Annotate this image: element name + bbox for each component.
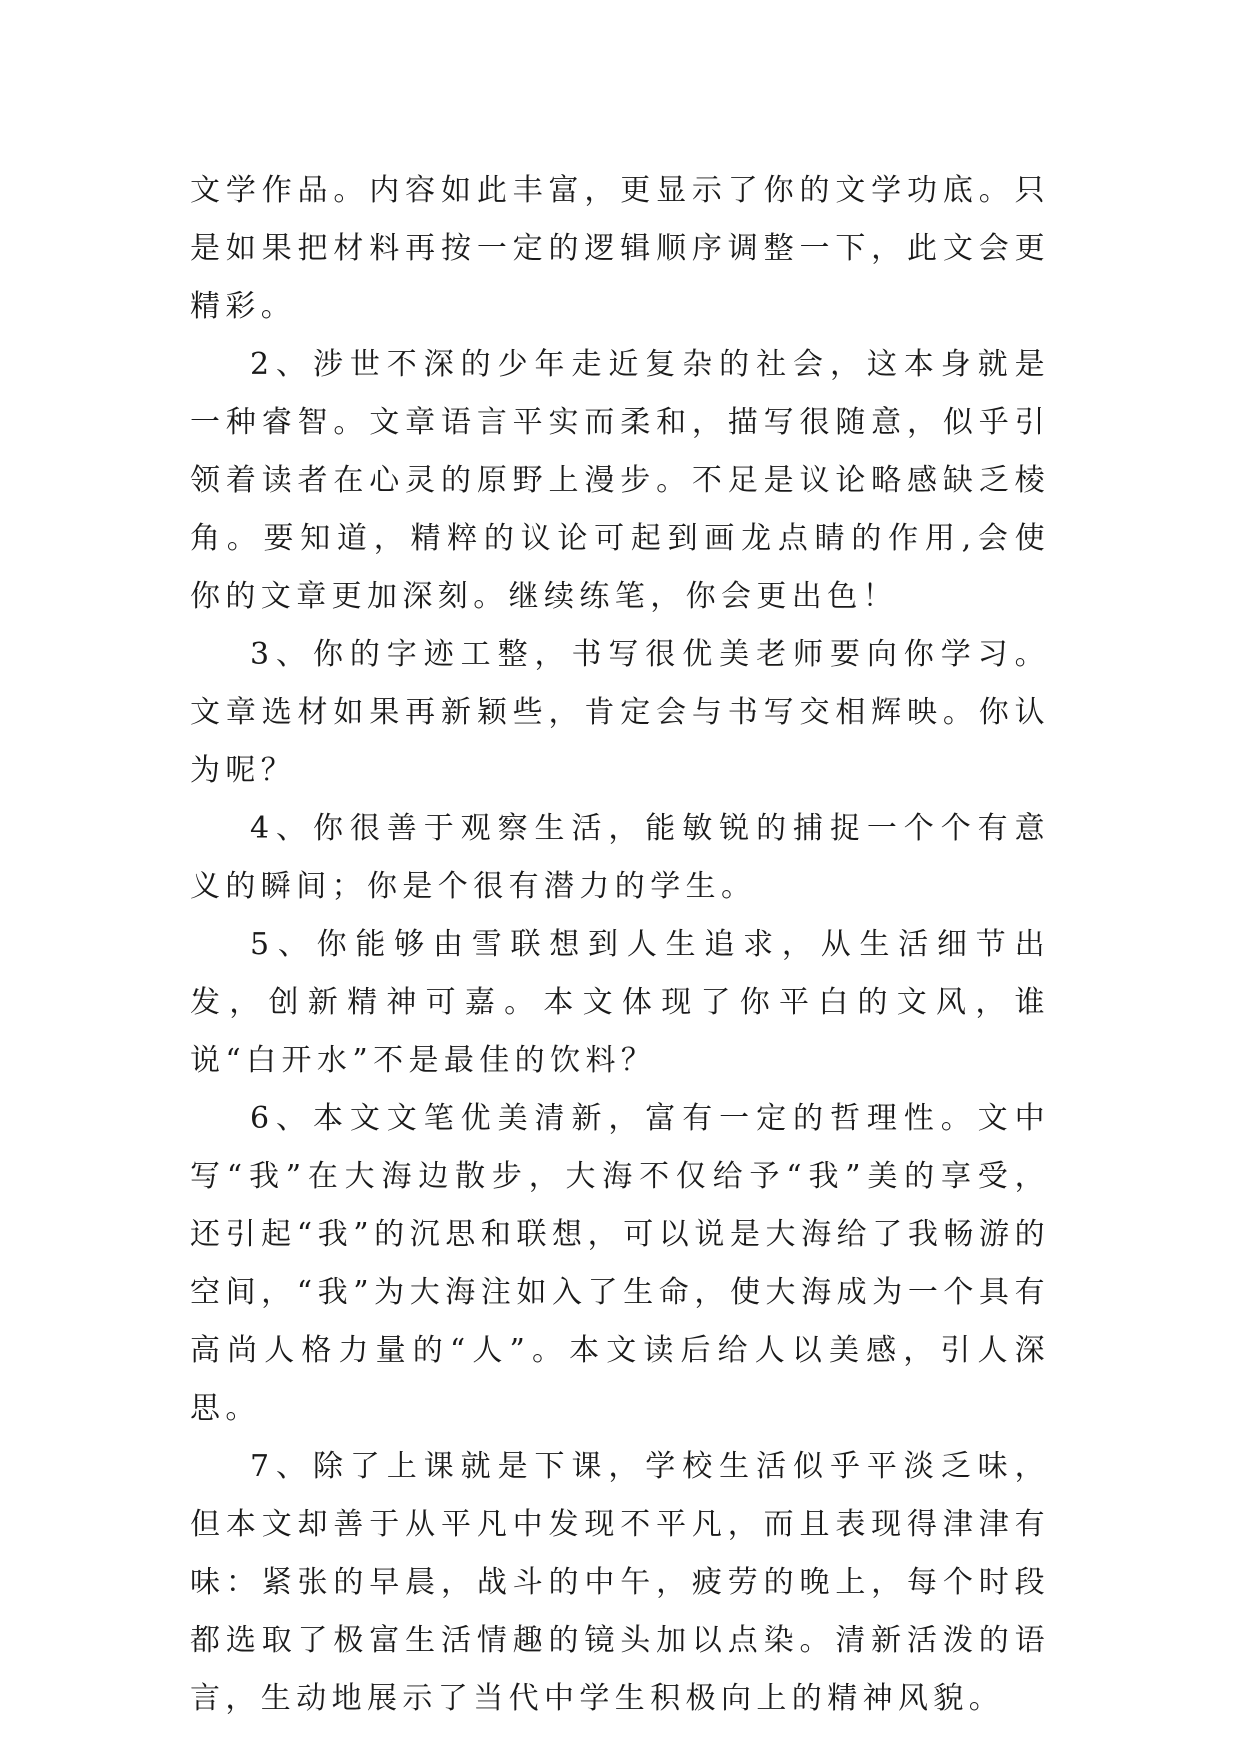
comment-paragraph-4: 4、你很善于观察生活，能敏锐的捕捉一个个有意义的瞬间；你是个很有潜力的学生。 <box>190 811 1050 904</box>
comment-paragraph-3: 3、你的字迹工整，书写很优美老师要向你学习。文章选材如果再新颖些，肯定会与书写交相辉映。你认为呢？ <box>190 637 1050 788</box>
comment-paragraph-5: 5、你能够由雪联想到人生追求，从生活细节出发，创新精神可嘉。本文体现了你平白的文风，谁说“白开水”不是最佳的饮料？ <box>190 927 1050 1078</box>
paragraph-continuation: 文学作品。内容如此丰富，更显示了你的文学功底。只是如果把材料再按一定的逻辑顺序调整一下，此文会更精彩。 <box>190 173 1050 324</box>
document-body <box>190 162 1050 1728</box>
comment-paragraph-6: 6、本文文笔优美清新，富有一定的哲理性。文中写“我”在大海边散步，大海不仅给予“我”美的享受，还引起“我”的沉思和联想，可以说是大海给了我畅游的空间，“我”为大海注如入了生命，使大海成为一个具有高尚人格力量的“人”。本文读后给人以美感，引人深思。 <box>190 1101 1050 1426</box>
comment-paragraph-7: 7、除了上课就是下课，学校生活似乎平淡乏味，但本文却善于从平凡中发现不平凡，而且表现得津津有味：紧张的早晨，战斗的中午，疲劳的晚上，每个时段都选取了极富生活情趣的镜头加以点染。清新活泼的语言，生动地展示了当代中学生积极向上的精神风貌。 <box>190 1449 1050 1716</box>
comment-paragraph-2: 2、涉世不深的少年走近复杂的社会，这本身就是一种睿智。文章语言平实而柔和，描写很随意，似乎引领着读者在心灵的原野上漫步。不足是议论略感缺乏棱角。要知道，精粹的议论可起到画龙点睛的作用,会使你的文章更加深刻。继续练笔，你会更出色！ <box>190 347 1050 614</box>
